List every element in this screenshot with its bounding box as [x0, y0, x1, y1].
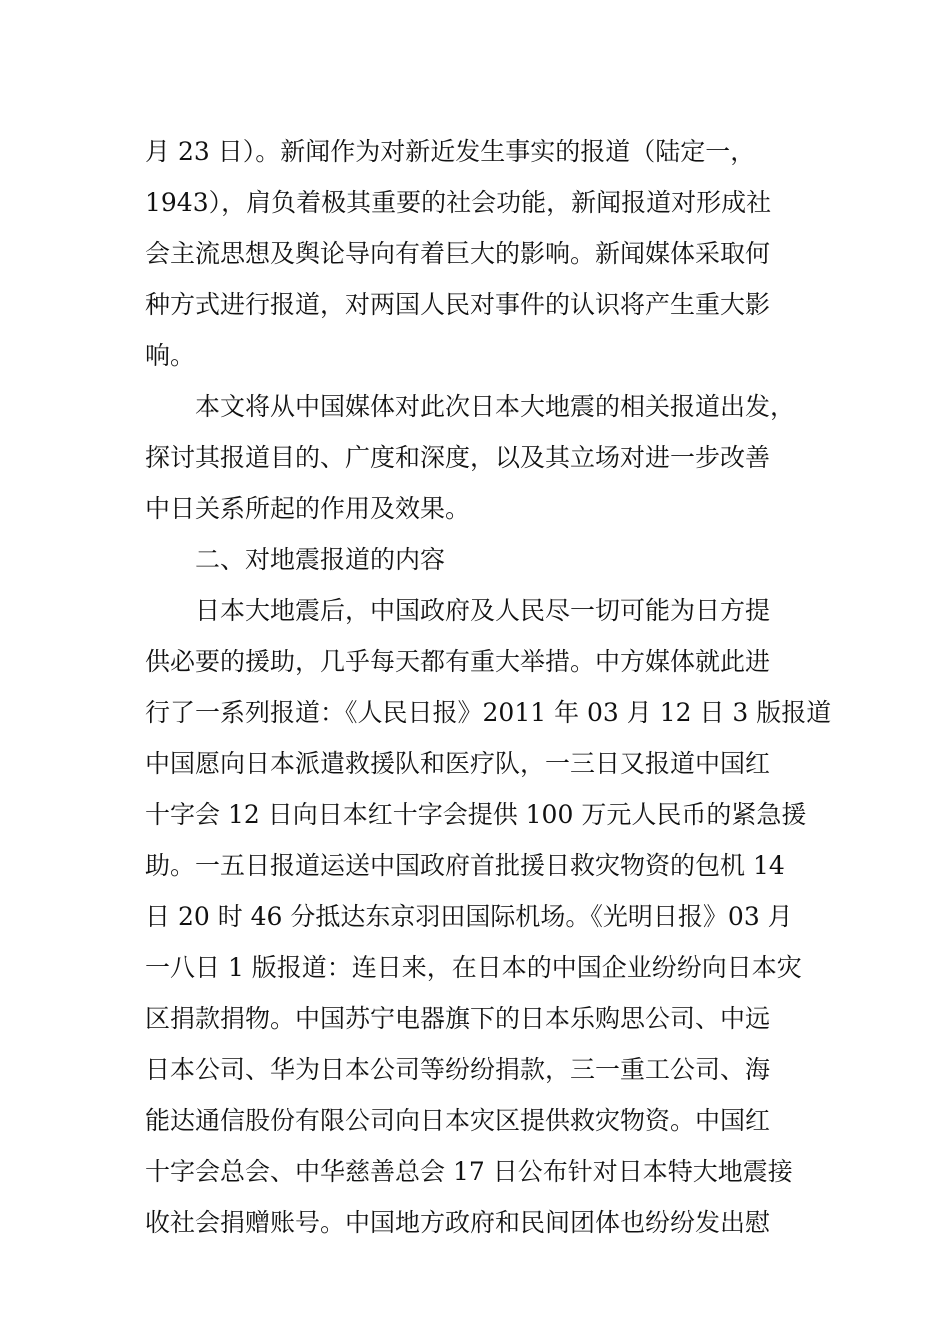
text-line: 种方式进行报道，对两国人民对事件的认识将产生重大影: [145, 290, 771, 319]
text-line: 供必要的援助，几乎每天都有重大举措。中方媒体就此进: [145, 647, 771, 676]
text-line: 日本公司、华为日本公司等纷纷捐款，三一重工公司、海: [145, 1055, 771, 1084]
text-line: 探讨其报道目的、广度和深度，以及其立场对进一步改善: [145, 443, 771, 472]
text-line: 助。一五日报道运送中国政府首批援日救灾物资的包机 14: [145, 851, 785, 880]
text-line: 会主流思想及舆论导向有着巨大的影响。新闻媒体采取何: [145, 239, 771, 268]
text-line: 响。: [145, 341, 196, 370]
text-line: 能达通信股份有限公司向日本灾区提供救灾物资。中国红: [145, 1106, 771, 1135]
text-line: 一八日 1 版报道：连日来，在日本的中国企业纷纷向日本灾: [145, 953, 802, 982]
text-line: 区捐款捐物。中国苏宁电器旗下的日本乐购思公司、中远: [145, 1004, 771, 1033]
section-heading: 二、对地震报道的内容: [195, 545, 446, 574]
text-line: 行了一系列报道：《人民日报》2011 年 03 月 12 日 3 版报道: [145, 698, 832, 727]
text-line: 日 20 时 46 分抵达东京羽田国际机场。《光明日报》03 月: [145, 902, 793, 931]
text-line: 收社会捐赠账号。中国地方政府和民间团体也纷纷发出慰: [145, 1208, 771, 1237]
text-line: 1943），肩负着极其重要的社会功能，新闻报道对形成社: [145, 188, 772, 217]
text-line: 中国愿向日本派遣救援队和医疗队，一三日又报道中国红: [145, 749, 771, 778]
paragraph-start-line: 日本大地震后，中国政府及人民尽一切可能为日方提: [195, 596, 771, 625]
body-text: [145, 126, 832, 1248]
text-line: 十字会 12 日向日本红十字会提供 100 万元人民币的紧急援: [145, 800, 807, 829]
text-line: 十字会总会、中华慈善总会 17 日公布针对日本特大地震接: [145, 1157, 793, 1186]
text-line: 中日关系所起的作用及效果。: [145, 494, 471, 523]
paragraph-start-line: 本文将从中国媒体对此次日本大地震的相关报道出发，: [195, 392, 796, 421]
text-line: 月 23 日）。新闻作为对新近发生事实的报道（陆定一，: [145, 137, 756, 166]
